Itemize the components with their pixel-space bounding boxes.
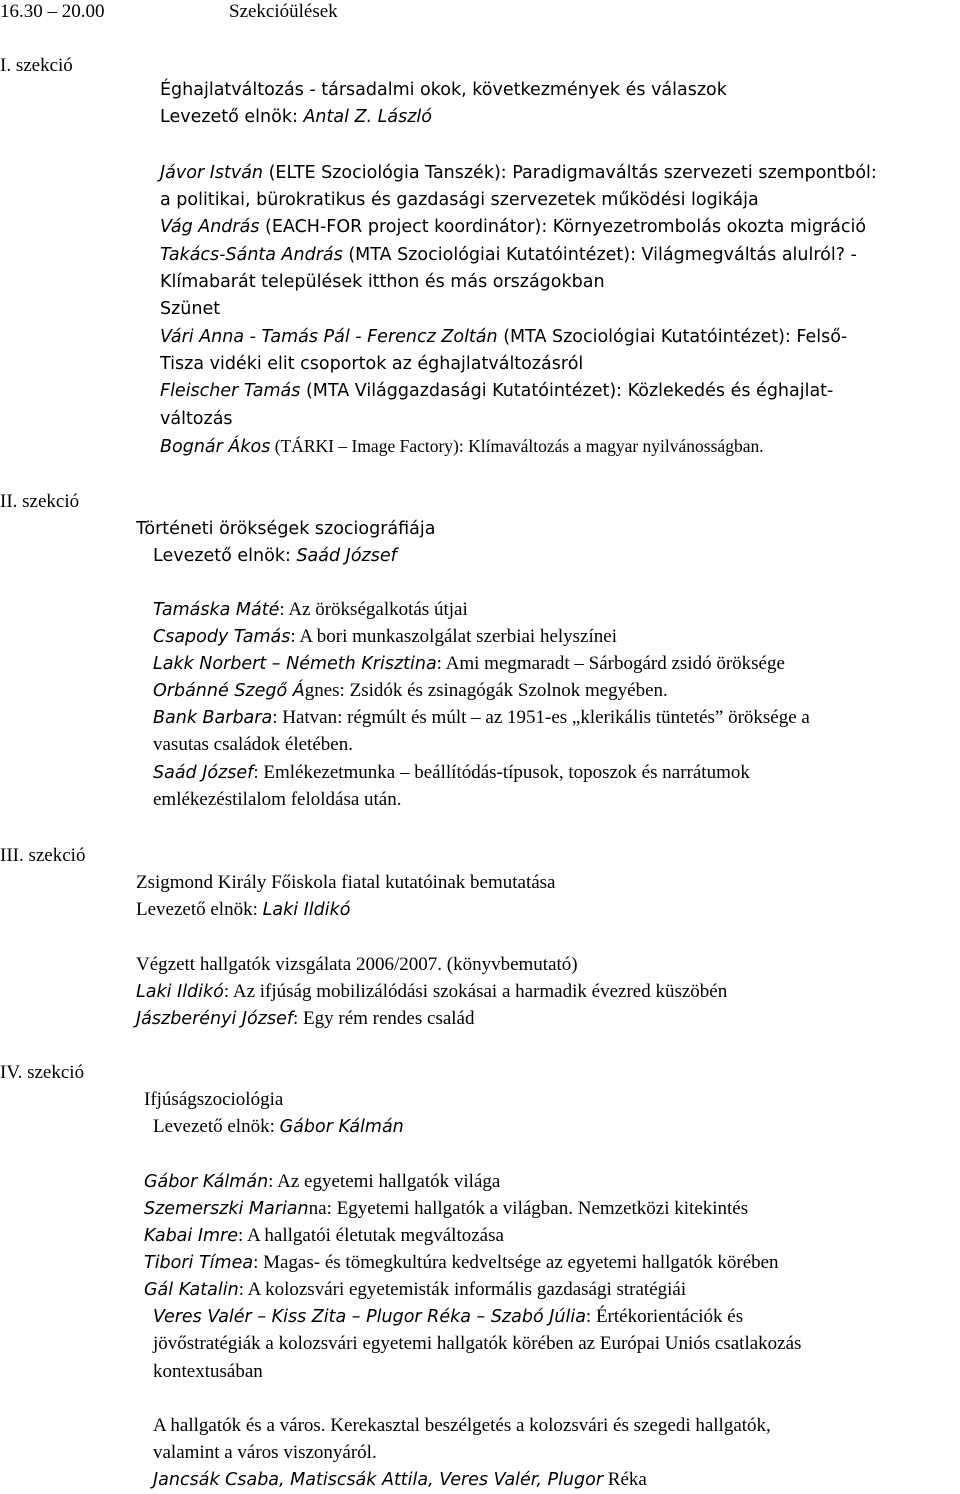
speaker-name: Csapody Tamás bbox=[153, 627, 291, 647]
section-label: IV. szekció bbox=[0, 1062, 85, 1083]
talk-entry: Tamáska Máté: Az örökségalkotás útjai bbox=[153, 599, 468, 620]
speaker-name: Tibori Tímea bbox=[144, 1253, 254, 1273]
section-title: Ifjúságszociológia bbox=[144, 1089, 284, 1110]
speaker-name: Lakk Norbert – Németh Krisztina bbox=[153, 654, 437, 674]
talk-entry: Bank Barbara: Hatvan: régmúlt és múlt – az 1951-es „klerikális tüntetés” öröksége a bbox=[153, 707, 810, 728]
talk-entry: Kabai Imre: A hallgatói életutak megváltozása bbox=[144, 1225, 504, 1246]
speaker-name: Gál Katalin bbox=[144, 1280, 239, 1300]
talk-entry: Vág András (EACH-FOR project koordinátor): Környezetrombolás okozta migráció bbox=[160, 217, 867, 237]
speaker-name: Szemerszki Marian bbox=[144, 1199, 309, 1219]
speaker-name: Vári Anna - Tamás Pál - Ferencz Zoltán bbox=[160, 327, 498, 347]
talk-entry: Gál Katalin: A kolozsvári egyetemisták informális gazdasági stratégiái bbox=[144, 1279, 687, 1300]
talk-entry: Fleischer Tamás (MTA Világgazdasági Kutatóintézet): Közlekedés és éghajlat- bbox=[160, 381, 834, 401]
talk-entry: Tibori Tímea: Magas- és tömegkultúra kedveltsége az egyetemi hallgatók körében bbox=[144, 1252, 779, 1273]
section-label: III. szekció bbox=[0, 845, 86, 866]
speaker-name: Jászberényi József bbox=[136, 1009, 293, 1029]
talk-entry: Szemerszki Marianna: Egyetemi hallgatók a világban. Nemzetközi kitekintés bbox=[144, 1198, 749, 1219]
talk-entry: Vári Anna - Tamás Pál - Ferencz Zoltán (MTA Szociológiai Kutatóintézet): Felső- bbox=[160, 327, 848, 347]
talk-entry: Saád József: Emlékezetmunka – beállítódás-típusok, toposzok és narrátumok bbox=[153, 762, 750, 783]
talk-entry-cont: jövőstratégiák a kolozsvári egyetemi hallgatók körében az Európai Uniós csatlakozás bbox=[153, 1333, 802, 1354]
talk-entry: Csapody Tamás: A bori munkaszolgálat szerbiai helyszínei bbox=[153, 626, 617, 647]
section-chair: Levezető elnök: Laki Ildikó bbox=[136, 899, 351, 920]
speaker-name: Laki Ildikó bbox=[136, 982, 224, 1002]
speaker-name: Vág András bbox=[160, 217, 260, 237]
speaker-name: Orbánné Szegő Á bbox=[153, 681, 305, 701]
section-chair: Levezető elnök: Saád József bbox=[153, 546, 397, 566]
speaker-name: Bank Barbara bbox=[153, 708, 273, 728]
speaker-name: Bognár Ákos bbox=[160, 437, 271, 457]
speaker-name: Takács-Sánta András bbox=[160, 245, 343, 265]
section-label: II. szekció bbox=[0, 491, 80, 512]
talk-entry-cont: a politikai, bürokratikus és gazdasági szervezetek működési logikája bbox=[160, 190, 759, 210]
session-title: Szekcióülések bbox=[229, 1, 338, 22]
talk-entry: Veres Valér – Kiss Zita – Plugor Réka – Szabó Júlia: Értékorientációk és bbox=[153, 1306, 744, 1327]
talk-entry: Bognár Ákos (TÁRKI – Image Factory): Klímaváltozás a magyar nyilvánosságban. bbox=[160, 436, 764, 457]
section-title: Zsigmond Király Főiskola fiatal kutatóinak bemutatása bbox=[136, 872, 556, 893]
session-time: 16.30 – 20.00 bbox=[0, 1, 105, 22]
break-label: Szünet bbox=[160, 299, 221, 319]
section-title: Éghajlatváltozás - társadalmi okok, következmények és válaszok bbox=[160, 80, 727, 100]
talk-entry: Takács-Sánta András (MTA Szociológiai Kutatóintézet): Világmegváltás alulról? - bbox=[160, 245, 857, 265]
talk-entry: Laki Ildikó: Az ifjúság mobilizálódási szokásai a harmadik évezred küszöbén bbox=[136, 981, 728, 1002]
speaker-name: Fleischer Tamás bbox=[160, 381, 301, 401]
section-chair: Levezető elnök: Antal Z. László bbox=[160, 107, 432, 127]
section-label: I. szekció bbox=[0, 55, 73, 76]
section-chair: Levezető elnök: Gábor Kálmán bbox=[153, 1116, 404, 1137]
speaker-name: Kabai Imre bbox=[144, 1226, 239, 1246]
roundtable-title-cont: valamint a város viszonyáról. bbox=[153, 1442, 377, 1463]
roundtable-participants: Jancsák Csaba, Matiscsák Attila, Veres Valér, Plugor Réka bbox=[153, 1469, 647, 1490]
talk-entry: Gábor Kálmán: Az egyetemi hallgatók világa bbox=[144, 1171, 501, 1192]
section-title: Történeti örökségek szociográfiája bbox=[136, 519, 436, 539]
talk-entry: Orbánné Szegő Ágnes: Zsidók és zsinagógák Szolnok megyében. bbox=[153, 680, 668, 701]
talk-entry: Végzett hallgatók vizsgálata 2006/2007. (könyvbemutató) bbox=[136, 954, 578, 975]
speaker-name: Jávor István bbox=[160, 163, 264, 183]
talk-entry: Lakk Norbert – Németh Krisztina: Ami megmaradt – Sárbogárd zsidó öröksége bbox=[153, 653, 785, 674]
speaker-name: Tamáska Máté bbox=[153, 600, 280, 620]
talk-entry: Jávor István (ELTE Szociológia Tanszék): Paradigmaváltás szervezeti szempontból: bbox=[160, 163, 877, 183]
roundtable-title: A hallgatók és a város. Kerekasztal beszélgetés a kolozsvári és szegedi hallgatók, bbox=[153, 1415, 771, 1436]
talk-entry-cont: változás bbox=[160, 409, 233, 429]
talk-entry-cont: vasutas családok életében. bbox=[153, 734, 353, 755]
speaker-name: Gábor Kálmán bbox=[144, 1172, 269, 1192]
talk-entry: Jászberényi József: Egy rém rendes család bbox=[136, 1008, 475, 1029]
talk-entry-cont: emlékezéstilalom feloldása után. bbox=[153, 789, 402, 810]
talk-entry-cont: kontextusában bbox=[153, 1361, 263, 1382]
talk-entry-cont: Tisza vidéki elit csoportok az éghajlatváltozásról bbox=[160, 354, 584, 374]
speaker-name: Saád József bbox=[153, 763, 254, 783]
talk-entry-cont: Klímabarát települések itthon és más országokban bbox=[160, 272, 605, 292]
speaker-name: Veres Valér – Kiss Zita – Plugor Réka – Szabó Júlia bbox=[153, 1307, 586, 1327]
